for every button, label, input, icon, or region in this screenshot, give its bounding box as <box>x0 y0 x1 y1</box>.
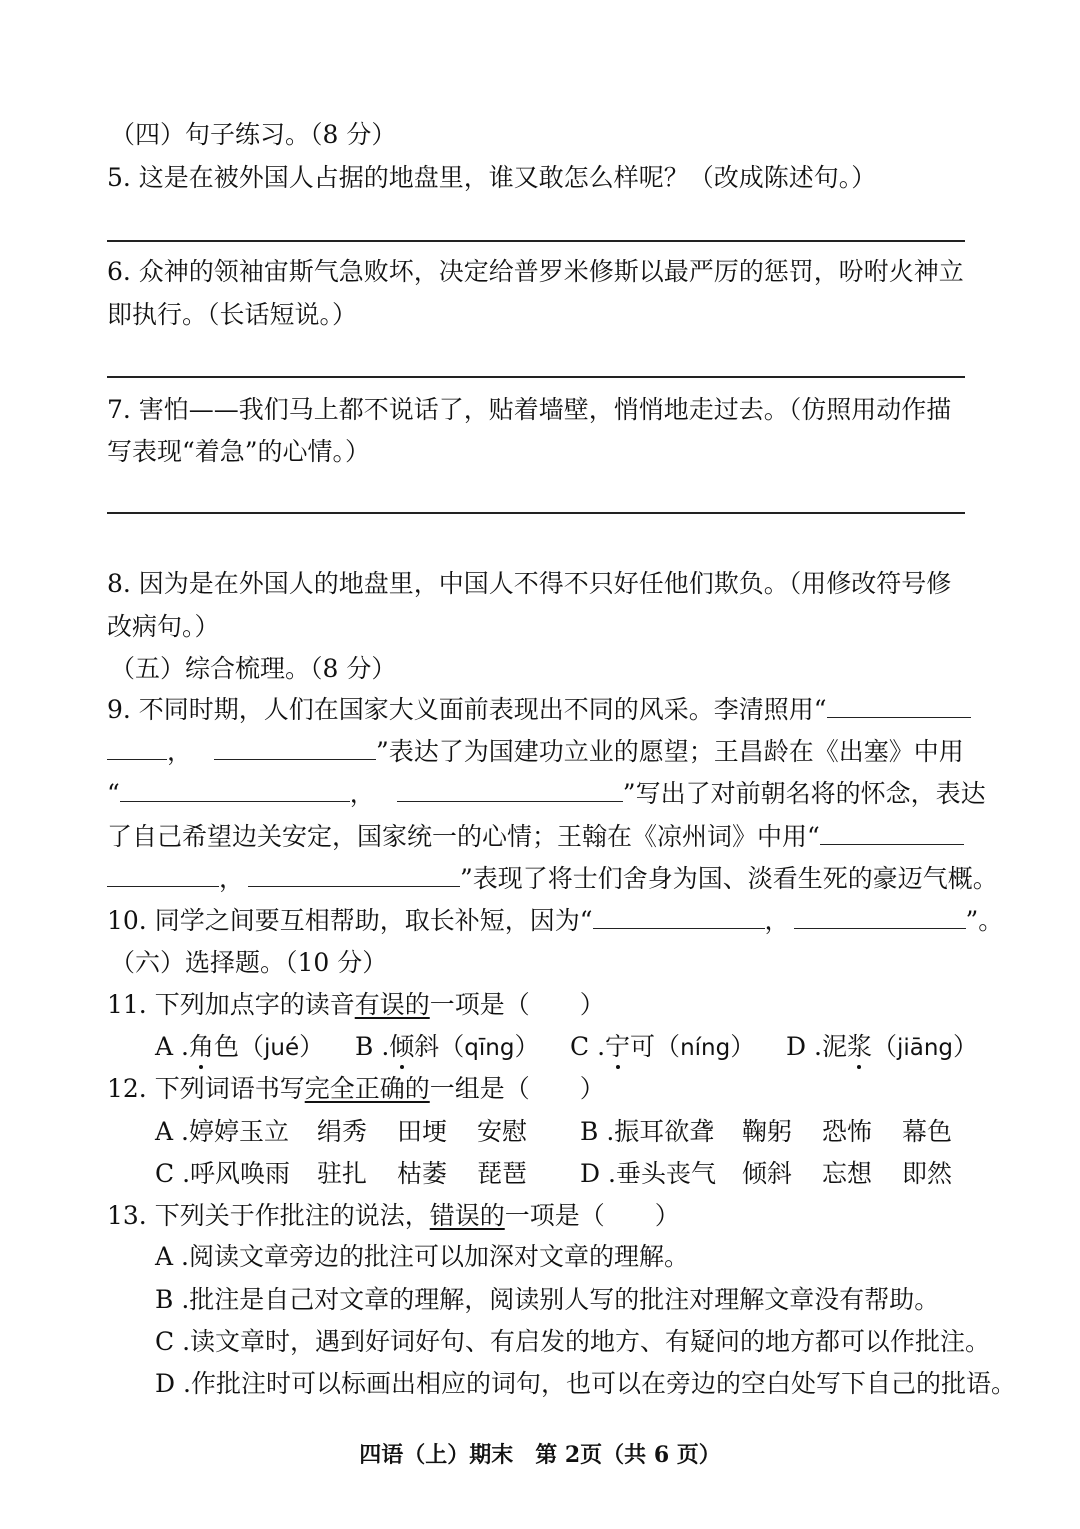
close-quote: ”。 <box>965 906 1004 935</box>
blank-10-2[interactable] <box>794 904 966 929</box>
opt-end: ） <box>514 1032 540 1061</box>
word: 即然 <box>902 1159 953 1188</box>
q11-option-d[interactable] <box>786 1030 978 1065</box>
blank-9-4[interactable] <box>120 777 350 802</box>
answer-line-7[interactable] <box>107 512 965 514</box>
q13-option-d[interactable]: D .作批注时可以标画出相应的词句，也可以在旁边的空白处写下自己的批语。 <box>155 1369 1016 1398</box>
answer-line-6[interactable] <box>107 376 965 378</box>
question-7-line1: 7. 害怕——我们马上都不说话了，贴着墙壁，悄悄地走过去。（仿照用动作描 <box>107 395 952 424</box>
word: D .垂头丧气 <box>580 1159 716 1188</box>
q13-option-b[interactable]: B .批注是自己对文章的理解，阅读别人写的批注对理解文章没有帮助。 <box>155 1285 940 1314</box>
question-8-line2: 改病句。） <box>107 612 220 641</box>
opt-label: D .泥 <box>786 1032 847 1061</box>
opt-end: ） <box>299 1032 325 1061</box>
dotted-char: 浆 <box>847 1030 872 1064</box>
q11-option-b[interactable] <box>355 1030 539 1065</box>
opt-text: 可（ <box>630 1032 681 1061</box>
comma: ， <box>167 737 193 766</box>
pinyin: jiāng <box>896 1035 954 1061</box>
blank-10-1[interactable] <box>593 904 765 929</box>
opt-label: B . <box>355 1032 390 1061</box>
comma: ， <box>764 906 790 935</box>
question-9-line1 <box>107 693 971 727</box>
opt-label: C . <box>570 1032 606 1061</box>
word: 琵琶 <box>477 1159 528 1188</box>
dotted-char: 宁 <box>605 1030 630 1064</box>
question-6-line2: 即执行。（长话短说。） <box>107 300 358 329</box>
question-9-text-3: ”写出了对前朝名将的怀念，表达 <box>622 779 986 808</box>
word: 安慰 <box>477 1117 528 1146</box>
question-7-line2: 写表现“着急”的心情。） <box>107 437 371 466</box>
word: 忘想 <box>822 1159 873 1188</box>
question-9-text-5: ”表现了将士们舍身为国、淡看生死的豪迈气概。 <box>460 864 998 893</box>
section-4-title: （四）句子练习。（8 分） <box>110 120 397 149</box>
q12-pre: 12. 下列词语书写 <box>107 1074 305 1103</box>
word: 恐怖 <box>822 1117 873 1146</box>
question-9-text-4: 了自己希望边关安定，国家统一的心情；王翰在《凉州词》中用“ <box>107 822 820 851</box>
section-6-title: （六）选择题。（10 分） <box>110 948 388 977</box>
page-footer: 四语（上）期末 第 2页（共 6 页） <box>359 1442 721 1468</box>
dotted-char: 倾 <box>389 1030 414 1064</box>
opt-end: ） <box>953 1032 979 1061</box>
word: A .婷婷玉立 <box>155 1117 289 1146</box>
question-9-line5 <box>107 862 998 896</box>
q11-emphasis: 有误的 <box>354 990 430 1019</box>
question-13 <box>107 1199 680 1233</box>
q11-option-c[interactable] <box>570 1030 755 1065</box>
q12-emphasis: 完全正确的 <box>304 1074 430 1103</box>
comma: ， <box>219 864 245 893</box>
q11-option-a[interactable] <box>155 1030 324 1065</box>
question-8-line1: 8. 因为是在外国人的地盘里，中国人不得不只好任他们欺负。（用修改符号修 <box>107 569 952 598</box>
blank-9-7[interactable] <box>107 862 219 887</box>
section-5-title: （五）综合梳理。（8 分） <box>110 654 397 683</box>
question-5: 5. 这是在被外国人占据的地盘里，谁又敢怎么样呢？（改成陈述句。） <box>107 163 877 192</box>
opt-end: ） <box>730 1032 756 1061</box>
word: C .呼风唤雨 <box>155 1159 291 1188</box>
q13-emphasis: 错误的 <box>429 1201 505 1230</box>
word: 枯萎 <box>397 1159 448 1188</box>
word: 绢秀 <box>317 1117 368 1146</box>
word: 倾斜 <box>742 1159 793 1188</box>
opt-label: A . <box>155 1032 189 1061</box>
word: 驻扎 <box>317 1159 368 1188</box>
q13-option-a[interactable]: A .阅读文章旁边的批注可以加深对文章的理解。 <box>155 1242 689 1271</box>
pinyin: qīng <box>464 1035 515 1061</box>
blank-9-3[interactable] <box>214 735 376 760</box>
question-9-line2 <box>107 735 964 769</box>
opt-text: 色（ <box>213 1032 264 1061</box>
opt-text: 斜（ <box>414 1032 465 1061</box>
answer-line-5[interactable] <box>107 240 965 242</box>
blank-9-8[interactable] <box>248 862 460 887</box>
question-9-text: 9. 不同时期，人们在国家大义面前表现出不同的风采。李清照用“ <box>107 695 827 724</box>
pinyin: jué <box>263 1035 300 1061</box>
open-quote: “ <box>107 779 120 808</box>
question-9-text-2: ”表达了为国建功立业的愿望；王昌龄在《出塞》中用 <box>376 737 964 766</box>
blank-9-1[interactable] <box>827 693 971 718</box>
word: 鞠躬 <box>742 1117 793 1146</box>
question-9-line3 <box>107 777 986 811</box>
dotted-char: 角 <box>189 1030 214 1064</box>
word: 幕色 <box>902 1117 953 1146</box>
word: B .振耳欲聋 <box>580 1117 715 1146</box>
question-11 <box>107 988 605 1022</box>
question-6-line1: 6. 众神的领袖宙斯气急败坏，决定给普罗米修斯以最严厉的惩罚，吩咐火神立 <box>107 257 964 286</box>
word: 田埂 <box>397 1117 448 1146</box>
q13-option-c[interactable]: C .读文章时，遇到好词好句、有启发的地方、有疑问的地方都可以作批注。 <box>155 1327 991 1356</box>
q11-post: 一项是（ ） <box>429 990 605 1019</box>
q12-post: 一组是（ ） <box>429 1074 605 1103</box>
opt-text: （ <box>871 1032 897 1061</box>
blank-9-5[interactable] <box>397 777 623 802</box>
question-12 <box>107 1072 605 1106</box>
blank-9-6[interactable] <box>820 820 964 845</box>
q13-post: 一项是（ ） <box>504 1201 680 1230</box>
question-9-line4 <box>107 820 964 854</box>
question-10-text: 10. 同学之间要互相帮助，取长补短，因为“ <box>107 906 593 935</box>
blank-9-2[interactable] <box>107 735 167 760</box>
pinyin: níng <box>680 1035 731 1061</box>
q11-pre: 11. 下列加点字的读音 <box>107 990 355 1019</box>
comma: ， <box>349 779 375 808</box>
q13-pre: 13. 下列关于作批注的说法， <box>107 1201 430 1230</box>
question-10 <box>107 904 1003 938</box>
